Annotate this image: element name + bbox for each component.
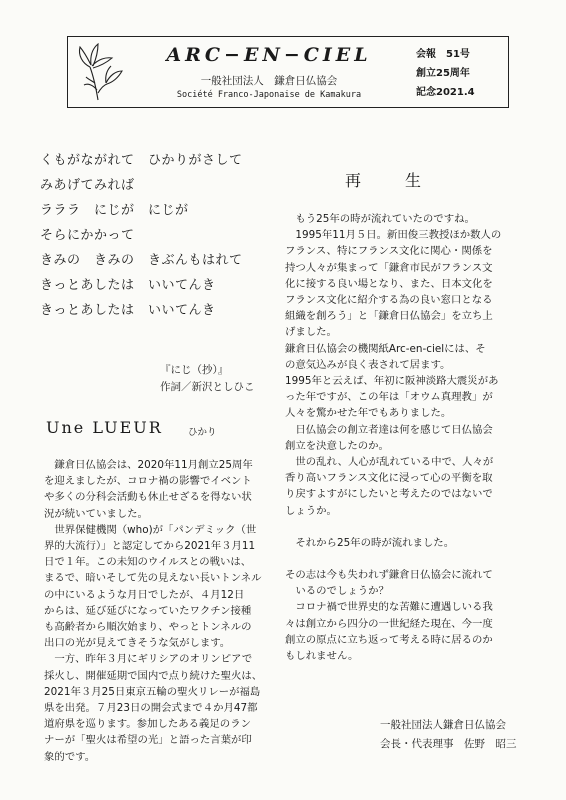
article-line: 世の乱れ、人心が乱れている中で、人々が (285, 456, 494, 469)
article-line: 道府県を巡ります。参加したある義足のラン (44, 718, 251, 731)
article-line: コロナ禍で世界史的な苦難に遭遇しいる我 (285, 601, 493, 614)
article-line: 況が続いていました。 (44, 507, 148, 520)
article-line: もしれません。 (285, 650, 359, 663)
saisei-article (285, 211, 529, 664)
article-line: り戻すよすがにしたいと考えたのではないで (285, 488, 493, 501)
article-line: げました。 (285, 326, 337, 339)
organization-name-french: Société Franco-Japonaise de Kamakura (176, 90, 362, 100)
article-line: 2021年３月25日東京五輪の聖火リレーが福島 (44, 685, 261, 698)
article-line: の意気込みが良く表されて居ます。 (285, 358, 451, 371)
issue-info (416, 45, 506, 102)
article-line: 創立を決意したのか。 (285, 439, 389, 452)
anniversary-label: 創立25周年 (416, 68, 470, 79)
article-line: 鎌倉日仏協会は、2020年11月創立25周年 (44, 459, 253, 471)
article-line: 一方、昨年３月にギリシアのオリンピアで (44, 653, 253, 666)
article-line: まるで、暗いそして先の見えない長いトンネル (44, 572, 262, 585)
article-line: フランス、特にフランス文化に関心・関係を (285, 245, 493, 258)
article-line: 県を出発。７月23日の開会式まで４か月47都 (44, 702, 258, 715)
lily-flower-icon (76, 43, 124, 101)
signature-block (380, 716, 550, 754)
article-line: からは、延び延びになっていたワクチン接種 (44, 604, 252, 617)
article-line: 採火し、開催延期で国内で点り続けた聖火は、 (44, 669, 263, 682)
masthead (67, 36, 509, 108)
article-line: それから25年の時が流れました。 (285, 536, 455, 549)
article-line: 世界保健機関（who)が「パンデミック（世 (44, 523, 257, 536)
article-line: 日で１年。この未知のウイルスとの戦いは、 (44, 556, 252, 569)
article-line: 人々を驚かせた年でもありました。 (285, 407, 452, 420)
issue-number: 会報 51号 (416, 49, 470, 60)
article-line: を迎えましたが、コロナ禍の影響でイベント (44, 475, 252, 488)
article-line: もう25年の時が流れていたのですね。 (285, 213, 475, 225)
article-line: の中にいるような月日でしたが、４月12日 (44, 588, 245, 601)
article-line: 1995年11月５日。新田俊三教授ほか数人の (285, 229, 502, 242)
article-line: いるのでしょうか？ (285, 585, 389, 598)
poem (40, 148, 280, 323)
article-line: ナーが「聖火は希望の光」と語った言葉が印 (44, 734, 252, 747)
saisei-heading: 再 生 (345, 171, 436, 190)
poem-line: きみの きみの きぶんもはれて (40, 253, 243, 268)
article-line: 鎌倉日仏協会の機関紙Arc-en-cielには、そ (285, 342, 486, 355)
article-line: 界的大流行）」と認定してから2021年３月11 (44, 540, 256, 553)
poem-line: そらにかかって (40, 228, 135, 243)
article-line: 持つ人々が集まって「鎌倉市民がフランス文 (285, 261, 493, 274)
article-line: 組織を創ろう」と「鎌倉日仏協会」を立ち上 (285, 310, 493, 323)
article-line: 日仏協会の創立者達は何を感じて日仏協会 (285, 423, 493, 436)
article-line: 1995年と云えば、年初に阪神淡路大震災があ (285, 375, 499, 388)
newsletter-title: ARC−EN−CIEL (166, 44, 372, 66)
article-line: 香り高いフランス文化に浸って心の平衡を取 (285, 472, 493, 485)
lueur-heading: Une LUEUR (46, 418, 163, 437)
article-line: 出口の光が見えてきそうな気がします。 (44, 637, 231, 650)
organization-name: 一般社団法人 鎌倉日仏協会 (200, 75, 338, 87)
poem-line: みあげてみれば (40, 178, 135, 193)
lueur-subheading: ひかり (188, 427, 217, 438)
spacer (285, 551, 529, 567)
article-line: 化に接する良い場となり、また、日本文化を (285, 277, 493, 290)
signature-name: 会長・代表理事 佐野 昭三 (380, 738, 517, 750)
poem-author: 作詞／新沢としひこ (160, 381, 255, 393)
poem-song-title: 『にじ（抄）』 (160, 364, 229, 376)
poem-line: きっとあしたは いいてんき (40, 278, 216, 293)
article-line: った年ですが、この年は「オウム真理教」が (285, 391, 493, 404)
signature-organization: 一般社団法人鎌倉日仏協会 (380, 719, 506, 731)
article-line: しょうか。 (285, 504, 337, 517)
poem-line: きっとあしたは いいてんき (40, 303, 216, 318)
article-line: も高齢者から順次始まり、やっとトンネルの (44, 621, 252, 634)
lueur-article (44, 457, 276, 765)
article-line: 創立の原点に立ち返って考える時に居るのか (285, 633, 493, 646)
poem-line: くもがながれて ひかりがさして (40, 153, 243, 168)
article-line: その志は今も失われず鎌倉日仏協会に流れて (285, 569, 493, 582)
article-line: や多くの分科会活動も休止せざるを得ない状 (44, 491, 252, 504)
article-line: 象的です。 (44, 750, 96, 763)
article-line: 々は創立から四分の一世紀経た現在、今一度 (285, 617, 493, 630)
spacer (285, 519, 529, 535)
issue-date: 記念2021.4 (416, 87, 475, 98)
poem-line: ラララ にじが にじが (40, 203, 189, 218)
article-line: フランス文化に紹介する為の良い窓口となる (285, 294, 493, 307)
